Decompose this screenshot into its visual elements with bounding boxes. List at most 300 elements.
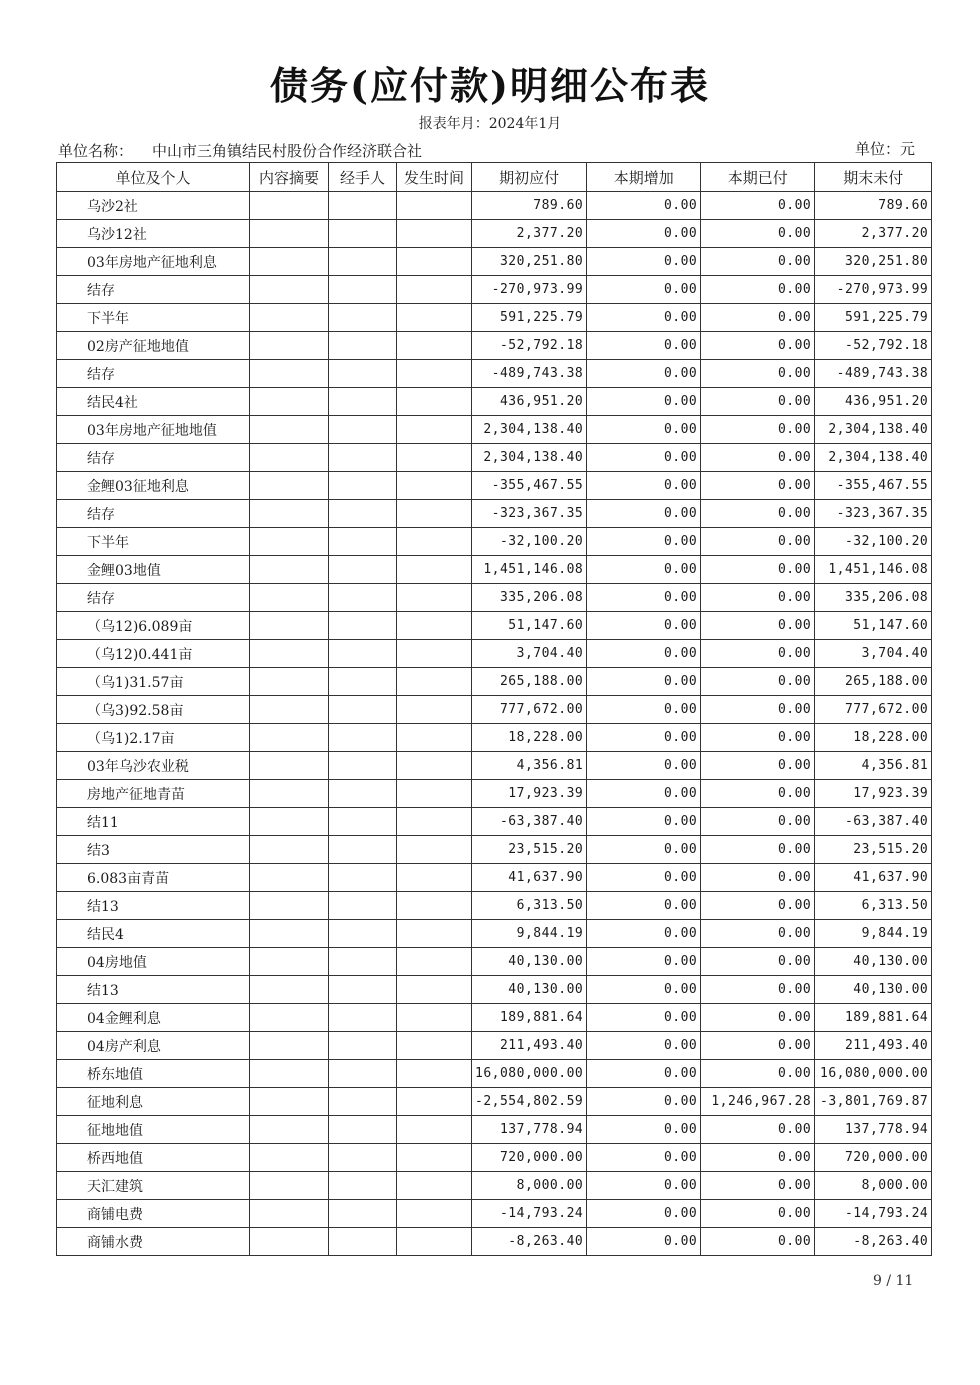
summary-cell — [250, 1116, 329, 1144]
opening-payable-cell: 1,451,146.08 — [472, 556, 587, 584]
table-row — [57, 612, 932, 640]
closing-payable-cell: 9,844.19 — [815, 920, 932, 948]
handler-cell — [329, 1032, 397, 1060]
column-header: 内容摘要 — [250, 163, 329, 192]
table-row — [57, 752, 932, 780]
date-cell — [397, 976, 472, 1004]
entity-name-cell: （乌1)2.17亩 — [57, 724, 250, 752]
opening-payable-cell: -270,973.99 — [472, 276, 587, 304]
paid-cell: 0.00 — [701, 948, 815, 976]
paid-cell: 0.00 — [701, 276, 815, 304]
entity-name-cell: 结存 — [57, 584, 250, 612]
increase-cell: 0.00 — [587, 1172, 701, 1200]
date-cell — [397, 416, 472, 444]
increase-cell: 0.00 — [587, 584, 701, 612]
paid-cell: 0.00 — [701, 1116, 815, 1144]
table-row — [57, 780, 932, 808]
entity-name-cell: 天汇建筑 — [57, 1172, 250, 1200]
paid-cell: 0.00 — [701, 808, 815, 836]
paid-cell: 0.00 — [701, 1032, 815, 1060]
paid-cell: 0.00 — [701, 1172, 815, 1200]
opening-payable-cell: 40,130.00 — [472, 976, 587, 1004]
summary-cell — [250, 1004, 329, 1032]
increase-cell: 0.00 — [587, 332, 701, 360]
entity-name-cell: （乌3)92.58亩 — [57, 696, 250, 724]
increase-cell: 0.00 — [587, 1200, 701, 1228]
entity-name-cell: （乌12)0.441亩 — [57, 640, 250, 668]
paid-cell: 0.00 — [701, 332, 815, 360]
date-cell — [397, 304, 472, 332]
paid-cell: 0.00 — [701, 556, 815, 584]
date-cell — [397, 948, 472, 976]
table-row — [57, 976, 932, 1004]
opening-payable-cell: 8,000.00 — [472, 1172, 587, 1200]
closing-payable-cell: 6,313.50 — [815, 892, 932, 920]
increase-cell: 0.00 — [587, 808, 701, 836]
summary-cell — [250, 668, 329, 696]
handler-cell — [329, 360, 397, 388]
summary-cell — [250, 948, 329, 976]
summary-cell — [250, 192, 329, 220]
increase-cell: 0.00 — [587, 696, 701, 724]
closing-payable-cell: 8,000.00 — [815, 1172, 932, 1200]
entity-name-cell: 结3 — [57, 836, 250, 864]
table-row — [57, 332, 932, 360]
table-row — [57, 1200, 932, 1228]
closing-payable-cell: 211,493.40 — [815, 1032, 932, 1060]
paid-cell: 0.00 — [701, 472, 815, 500]
summary-cell — [250, 500, 329, 528]
summary-cell — [250, 640, 329, 668]
closing-payable-cell: 40,130.00 — [815, 976, 932, 1004]
date-cell — [397, 780, 472, 808]
handler-cell — [329, 780, 397, 808]
table-row — [57, 668, 932, 696]
table-row — [57, 388, 932, 416]
summary-cell — [250, 416, 329, 444]
increase-cell: 0.00 — [587, 444, 701, 472]
opening-payable-cell: 18,228.00 — [472, 724, 587, 752]
handler-cell — [329, 1228, 397, 1256]
opening-payable-cell: 51,147.60 — [472, 612, 587, 640]
closing-payable-cell: -270,973.99 — [815, 276, 932, 304]
increase-cell: 0.00 — [587, 864, 701, 892]
paid-cell: 0.00 — [701, 864, 815, 892]
date-cell — [397, 500, 472, 528]
entity-name-cell: 02房产征地地值 — [57, 332, 250, 360]
increase-cell: 0.00 — [587, 500, 701, 528]
date-cell — [397, 640, 472, 668]
entity-name-cell: 商铺电费 — [57, 1200, 250, 1228]
entity-name-cell: 乌沙2社 — [57, 192, 250, 220]
closing-payable-cell: 320,251.80 — [815, 248, 932, 276]
increase-cell: 0.00 — [587, 836, 701, 864]
date-cell — [397, 836, 472, 864]
closing-payable-cell: -52,792.18 — [815, 332, 932, 360]
date-cell — [397, 1088, 472, 1116]
date-cell — [397, 556, 472, 584]
entity-name-cell: 下半年 — [57, 304, 250, 332]
date-cell — [397, 1228, 472, 1256]
opening-payable-cell: 789.60 — [472, 192, 587, 220]
paid-cell: 0.00 — [701, 248, 815, 276]
entity-name-cell: 结13 — [57, 976, 250, 1004]
entity-name-cell: 金鲤03地值 — [57, 556, 250, 584]
handler-cell — [329, 1144, 397, 1172]
date-cell — [397, 724, 472, 752]
closing-payable-cell: -355,467.55 — [815, 472, 932, 500]
summary-cell — [250, 444, 329, 472]
paid-cell: 0.00 — [701, 696, 815, 724]
increase-cell: 0.00 — [587, 1144, 701, 1172]
opening-payable-cell: 2,377.20 — [472, 220, 587, 248]
handler-cell — [329, 920, 397, 948]
closing-payable-cell: 51,147.60 — [815, 612, 932, 640]
handler-cell — [329, 304, 397, 332]
handler-cell — [329, 1172, 397, 1200]
paid-cell: 1,246,967.28 — [701, 1088, 815, 1116]
ledger-body — [57, 192, 932, 1256]
date-cell — [397, 332, 472, 360]
opening-payable-cell: 2,304,138.40 — [472, 444, 587, 472]
summary-cell — [250, 612, 329, 640]
handler-cell — [329, 892, 397, 920]
paid-cell: 0.00 — [701, 724, 815, 752]
date-cell — [397, 1060, 472, 1088]
summary-cell — [250, 220, 329, 248]
table-row — [57, 920, 932, 948]
summary-cell — [250, 752, 329, 780]
increase-cell: 0.00 — [587, 668, 701, 696]
table-row — [57, 220, 932, 248]
paid-cell: 0.00 — [701, 500, 815, 528]
summary-cell — [250, 1032, 329, 1060]
table-row — [57, 808, 932, 836]
paid-cell: 0.00 — [701, 388, 815, 416]
report-month: 报表年月：2024年1月 — [418, 116, 562, 132]
entity-name-cell: 下半年 — [57, 528, 250, 556]
increase-cell: 0.00 — [587, 416, 701, 444]
table-row — [57, 892, 932, 920]
date-cell — [397, 472, 472, 500]
closing-payable-cell: 265,188.00 — [815, 668, 932, 696]
table-row — [57, 416, 932, 444]
summary-cell — [250, 1060, 329, 1088]
closing-payable-cell: -489,743.38 — [815, 360, 932, 388]
summary-cell — [250, 780, 329, 808]
unit-name-value: 中山市三角镇结民村股份合作经济联合社 — [152, 142, 423, 160]
table-row — [57, 500, 932, 528]
opening-payable-cell: -63,387.40 — [472, 808, 587, 836]
summary-cell — [250, 920, 329, 948]
handler-cell — [329, 864, 397, 892]
paid-cell: 0.00 — [701, 360, 815, 388]
increase-cell: 0.00 — [587, 388, 701, 416]
column-header: 单位及个人 — [57, 163, 250, 192]
date-cell — [397, 808, 472, 836]
header-row — [57, 163, 932, 192]
paid-cell: 0.00 — [701, 1060, 815, 1088]
opening-payable-cell: -52,792.18 — [472, 332, 587, 360]
handler-cell — [329, 584, 397, 612]
date-cell — [397, 1032, 472, 1060]
entity-name-cell: 结民4 — [57, 920, 250, 948]
table-row — [57, 948, 932, 976]
closing-payable-cell: 720,000.00 — [815, 1144, 932, 1172]
opening-payable-cell: 436,951.20 — [472, 388, 587, 416]
table-row — [57, 304, 932, 332]
closing-payable-cell: 789.60 — [815, 192, 932, 220]
entity-name-cell: （乌12)6.089亩 — [57, 612, 250, 640]
handler-cell — [329, 276, 397, 304]
summary-cell — [250, 584, 329, 612]
table-row — [57, 1144, 932, 1172]
paid-cell: 0.00 — [701, 1228, 815, 1256]
closing-payable-cell: -3,801,769.87 — [815, 1088, 932, 1116]
handler-cell — [329, 444, 397, 472]
table-row — [57, 444, 932, 472]
summary-cell — [250, 836, 329, 864]
closing-payable-cell: 4,356.81 — [815, 752, 932, 780]
entity-name-cell: 征地利息 — [57, 1088, 250, 1116]
table-row — [57, 276, 932, 304]
opening-payable-cell: -14,793.24 — [472, 1200, 587, 1228]
entity-name-cell: 03年乌沙农业税 — [57, 752, 250, 780]
table-row — [57, 1228, 932, 1256]
summary-cell — [250, 976, 329, 1004]
summary-cell — [250, 388, 329, 416]
increase-cell: 0.00 — [587, 276, 701, 304]
table-row — [57, 1172, 932, 1200]
date-cell — [397, 892, 472, 920]
paid-cell: 0.00 — [701, 584, 815, 612]
date-cell — [397, 192, 472, 220]
table-row — [57, 1060, 932, 1088]
closing-payable-cell: 40,130.00 — [815, 948, 932, 976]
closing-payable-cell: -63,387.40 — [815, 808, 932, 836]
paid-cell: 0.00 — [701, 668, 815, 696]
increase-cell: 0.00 — [587, 892, 701, 920]
handler-cell — [329, 1200, 397, 1228]
paid-cell: 0.00 — [701, 192, 815, 220]
paid-cell: 0.00 — [701, 780, 815, 808]
paid-cell: 0.00 — [701, 1004, 815, 1032]
entity-name-cell: 03年房地产征地利息 — [57, 248, 250, 276]
entity-name-cell: 商铺水费 — [57, 1228, 250, 1256]
table-row — [57, 528, 932, 556]
date-cell — [397, 360, 472, 388]
increase-cell: 0.00 — [587, 1032, 701, 1060]
table-row — [57, 1116, 932, 1144]
handler-cell — [329, 976, 397, 1004]
date-cell — [397, 612, 472, 640]
date-cell — [397, 752, 472, 780]
increase-cell: 0.00 — [587, 724, 701, 752]
summary-cell — [250, 556, 329, 584]
closing-payable-cell: -8,263.40 — [815, 1228, 932, 1256]
ledger-table — [56, 162, 932, 1256]
entity-name-cell: 6.083亩青苗 — [57, 864, 250, 892]
handler-cell — [329, 1116, 397, 1144]
closing-payable-cell: 2,304,138.40 — [815, 416, 932, 444]
opening-payable-cell: 777,672.00 — [472, 696, 587, 724]
paid-cell: 0.00 — [701, 640, 815, 668]
date-cell — [397, 1144, 472, 1172]
table-row — [57, 472, 932, 500]
column-header: 期末未付 — [815, 163, 932, 192]
summary-cell — [250, 248, 329, 276]
entity-name-cell: 结存 — [57, 500, 250, 528]
summary-cell — [250, 1228, 329, 1256]
handler-cell — [329, 556, 397, 584]
increase-cell: 0.00 — [587, 948, 701, 976]
page-number: 9 / 11 — [873, 1273, 914, 1289]
column-header: 发生时间 — [397, 163, 472, 192]
opening-payable-cell: 4,356.81 — [472, 752, 587, 780]
summary-cell — [250, 892, 329, 920]
increase-cell: 0.00 — [587, 752, 701, 780]
handler-cell — [329, 528, 397, 556]
closing-payable-cell: 436,951.20 — [815, 388, 932, 416]
increase-cell: 0.00 — [587, 976, 701, 1004]
entity-name-cell: 房地产征地青苗 — [57, 780, 250, 808]
increase-cell: 0.00 — [587, 640, 701, 668]
opening-payable-cell: -323,367.35 — [472, 500, 587, 528]
entity-name-cell: 桥西地值 — [57, 1144, 250, 1172]
handler-cell — [329, 1004, 397, 1032]
handler-cell — [329, 612, 397, 640]
closing-payable-cell: -32,100.20 — [815, 528, 932, 556]
increase-cell: 0.00 — [587, 472, 701, 500]
summary-cell — [250, 1144, 329, 1172]
closing-payable-cell: 777,672.00 — [815, 696, 932, 724]
opening-payable-cell: 23,515.20 — [472, 836, 587, 864]
entity-name-cell: 乌沙12社 — [57, 220, 250, 248]
paid-cell: 0.00 — [701, 1200, 815, 1228]
paid-cell: 0.00 — [701, 416, 815, 444]
date-cell — [397, 668, 472, 696]
handler-cell — [329, 836, 397, 864]
date-cell — [397, 1200, 472, 1228]
handler-cell — [329, 948, 397, 976]
handler-cell — [329, 500, 397, 528]
increase-cell: 0.00 — [587, 1228, 701, 1256]
closing-payable-cell: 189,881.64 — [815, 1004, 932, 1032]
handler-cell — [329, 1060, 397, 1088]
closing-payable-cell: 23,515.20 — [815, 836, 932, 864]
date-cell — [397, 864, 472, 892]
paid-cell: 0.00 — [701, 752, 815, 780]
opening-payable-cell: -32,100.20 — [472, 528, 587, 556]
closing-payable-cell: 18,228.00 — [815, 724, 932, 752]
summary-cell — [250, 696, 329, 724]
increase-cell: 0.00 — [587, 556, 701, 584]
summary-cell — [250, 808, 329, 836]
paid-cell: 0.00 — [701, 444, 815, 472]
increase-cell: 0.00 — [587, 920, 701, 948]
summary-cell — [250, 724, 329, 752]
opening-payable-cell: 265,188.00 — [472, 668, 587, 696]
handler-cell — [329, 668, 397, 696]
table-row — [57, 1032, 932, 1060]
increase-cell: 0.00 — [587, 612, 701, 640]
closing-payable-cell: 17,923.39 — [815, 780, 932, 808]
date-cell — [397, 248, 472, 276]
table-row — [57, 696, 932, 724]
closing-payable-cell: -14,793.24 — [815, 1200, 932, 1228]
table-row — [57, 724, 932, 752]
date-cell — [397, 1172, 472, 1200]
summary-cell — [250, 360, 329, 388]
entity-name-cell: 金鲤03征地利息 — [57, 472, 250, 500]
entity-name-cell: 04房地值 — [57, 948, 250, 976]
table-row — [57, 248, 932, 276]
summary-cell — [250, 1200, 329, 1228]
column-header: 经手人 — [329, 163, 397, 192]
date-cell — [397, 1116, 472, 1144]
summary-cell — [250, 332, 329, 360]
paid-cell: 0.00 — [701, 836, 815, 864]
opening-payable-cell: 16,080,000.00 — [472, 1060, 587, 1088]
opening-payable-cell: 40,130.00 — [472, 948, 587, 976]
opening-payable-cell: 591,225.79 — [472, 304, 587, 332]
entity-name-cell: 桥东地值 — [57, 1060, 250, 1088]
entity-name-cell: 结民4社 — [57, 388, 250, 416]
handler-cell — [329, 388, 397, 416]
paid-cell: 0.00 — [701, 528, 815, 556]
handler-cell — [329, 220, 397, 248]
date-cell — [397, 388, 472, 416]
opening-payable-cell: 6,313.50 — [472, 892, 587, 920]
entity-name-cell: 征地地值 — [57, 1116, 250, 1144]
opening-payable-cell: 41,637.90 — [472, 864, 587, 892]
opening-payable-cell: -489,743.38 — [472, 360, 587, 388]
entity-name-cell: 结存 — [57, 360, 250, 388]
paid-cell: 0.00 — [701, 304, 815, 332]
handler-cell — [329, 248, 397, 276]
table-row — [57, 864, 932, 892]
table-row — [57, 360, 932, 388]
handler-cell — [329, 808, 397, 836]
table-row — [57, 640, 932, 668]
opening-payable-cell: 9,844.19 — [472, 920, 587, 948]
entity-name-cell: 结存 — [57, 444, 250, 472]
table-row — [57, 556, 932, 584]
increase-cell: 0.00 — [587, 528, 701, 556]
increase-cell: 0.00 — [587, 220, 701, 248]
increase-cell: 0.00 — [587, 1116, 701, 1144]
date-cell — [397, 528, 472, 556]
closing-payable-cell: 1,451,146.08 — [815, 556, 932, 584]
date-cell — [397, 220, 472, 248]
date-cell — [397, 276, 472, 304]
opening-payable-cell: 211,493.40 — [472, 1032, 587, 1060]
closing-payable-cell: 137,778.94 — [815, 1116, 932, 1144]
increase-cell: 0.00 — [587, 304, 701, 332]
increase-cell: 0.00 — [587, 192, 701, 220]
date-cell — [397, 920, 472, 948]
currency-unit: 单位：元 — [855, 140, 916, 158]
closing-payable-cell: 16,080,000.00 — [815, 1060, 932, 1088]
column-header: 本期已付 — [701, 163, 815, 192]
increase-cell: 0.00 — [587, 360, 701, 388]
entity-name-cell: 结存 — [57, 276, 250, 304]
summary-cell — [250, 1172, 329, 1200]
handler-cell — [329, 1088, 397, 1116]
opening-payable-cell: 320,251.80 — [472, 248, 587, 276]
entity-name-cell: 结11 — [57, 808, 250, 836]
opening-payable-cell: 137,778.94 — [472, 1116, 587, 1144]
